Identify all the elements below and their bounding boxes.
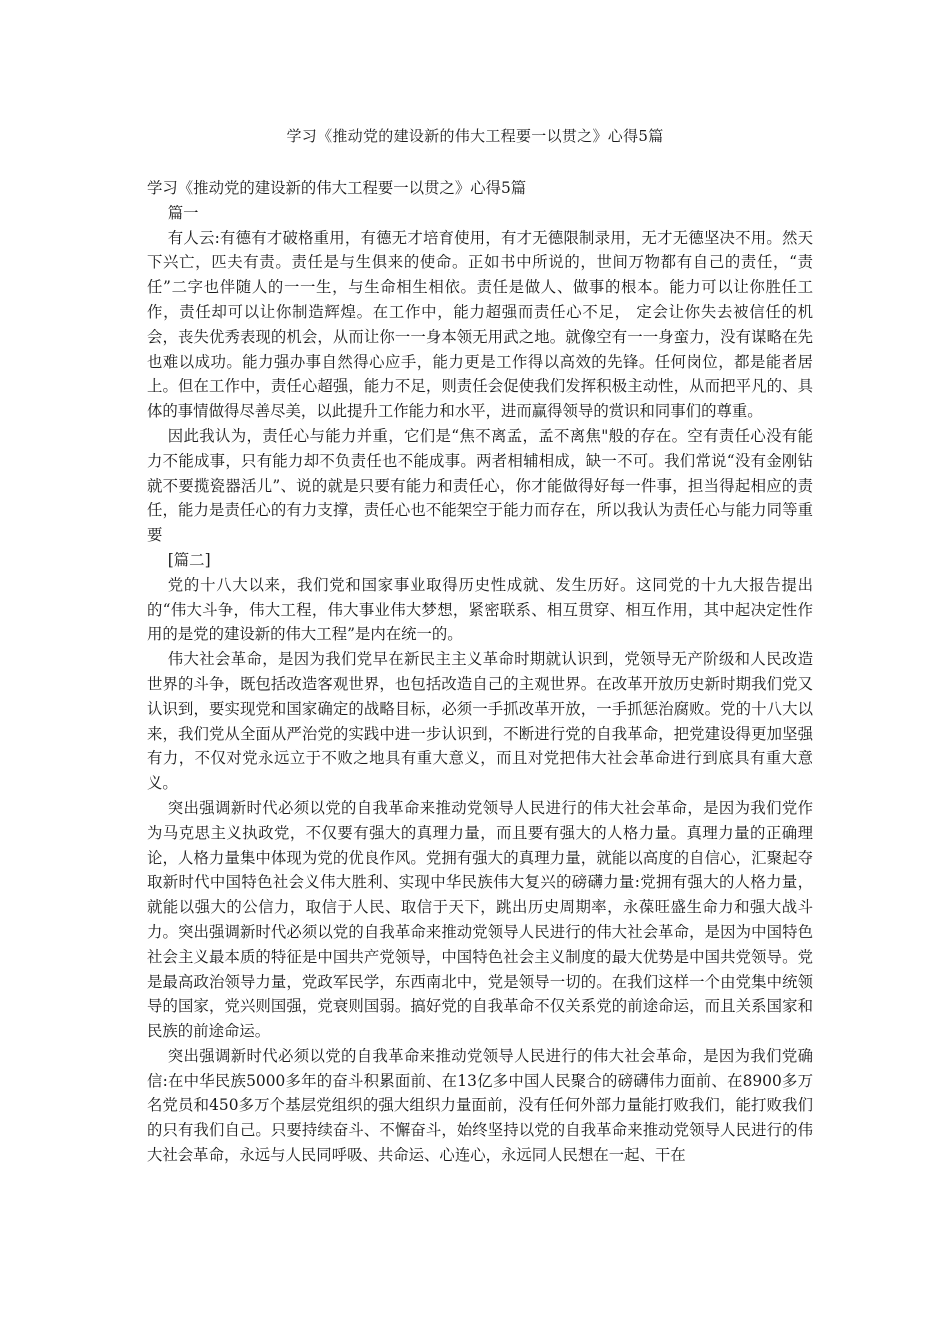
document-body [147,176,813,1168]
section-heading-1: 篇一 [167,203,199,222]
page-header-title: 学习《推动党的建设新的伟大工程要一以贯之》心得5篇 [286,127,664,145]
paragraph: 伟大社会革命，是因为我们党早在新民主主义革命时期就认识到，党领导无产阶级和人民改造世界的斗争，既包括改造客观世界，也包括改造自己的主观世界。在改革开放历史新时期我们党又认识到，要实现党和国家确定的战略目标，必须一手抓改革开放，一手抓惩治腐败。党的十八大以来，我们党从全面从严治党的实践中进一步认识到，不断进行党的自我革命，把党建设得更加坚强有力，不仅对党永远立于不败之地具有重大意义，而且对党把伟大社会革命进行到底具有重大意义。 [147,650,813,793]
paragraph: 突出强调新时代必须以党的自我革命来推动党领导人民进行的伟大社会革命，是因为我们党确信:在中华民族5000多年的奋斗积累面前、在13亿多中国人民聚合的磅礴伟力面前、在8900多万名党员和450多万个基层党组织的强大组织力量面前，没有任何外部力量能打败我们，能打败我们的只有我们自己。只要持续奋斗、不懈奋斗，始终坚持以党的自我革命来推动党领导人民进行的伟大社会革命，永远与人民同呼吸、共命运、心连心，永远同人民想在一起、干在 [147,1046,813,1165]
paragraph: 党的十八大以来，我们党和国家事业取得历史性成就、发生历好。这同党的十九大报告提出的“伟大斗争，伟大工程，伟大事业伟大梦想，紧密联系、相互贯穿、相互作用，其中起决定性作用的是党的建设新的伟大工程”是内在统一的。 [147,575,813,644]
paragraph: 因此我认为，责任心与能力并重，它们是“焦不离孟，孟不离焦"般的存在。空有责任心没有能力不能成事，只有能力却不负责任也不能成事。两者相辅相成，缺一不可。我们常说“没有金刚钻就不要揽瓷器活儿”、说的就是只要有能力和责任心，你才能做得好每一件事，担当得起相应的责任，能力是责任心的有力支撑，责任心也不能架空于能力而存在，所以我认为责任心与能力同等重要 [147,426,813,545]
paragraph: 突出强调新时代必须以党的自我革命来推动党领导人民进行的伟大社会革命，是因为我们党作为马克思主义执政党，不仅要有强大的真理力量，而且要有强大的人格力量。真理力量的正确理论，人格力量集中体现为党的优良作风。党拥有强大的真理力量，就能以高度的自信心，汇聚起夺取新时代中国特色社会义伟大胜利、实现中华民族伟大复兴的磅礴力量:党拥有强大的人格力量，就能以强大的公信力，取信于人民、取信于天下，跳出历史周期率，永葆旺盛生命力和强大战斗力。突出强调新时代必须以党的自我革命来推动党领导人民进行的伟大社会革命，是因为中国特色社会主义最本质的特征是中国共产党领导，中国特色社会主义制度的最大优势是中国共党领导。党是最高政治领导力量，党政军民学，东西南北中，党是领导一切的。在我们这样一个由党集中统领导的国家，党兴则国强，党衰则国弱。搞好党的自我革命不仅关系党的前途命运，而且关系国家和民族的前途命运。 [147,798,813,1041]
section-heading-2: [篇二] [167,550,211,569]
document-title-line: 学习《推动党的建设新的伟大工程要一以贯之》心得5篇 [147,179,527,197]
paragraph: 有人云:有德有才破格重用，有德无才培育使用，有才无德限制录用，无才无德坚决不用。然天下兴亡，匹夫有责。责任是与生俱来的使命。正如书中所说的，世间万物都有自己的责任，“责任”二字也伴随人的一一生，与生命相生相依。责任是做人、做事的根本。能力可以让你胜任工作，责任却可以让你制造辉煌。在工作中，能力超强而责任心不足， 定会让你失去被信任的机会，丧失优秀表现的机会，从而让你一一身本领无用武之地。就像空有一一身蛮力，没有谋略在先也难以成功。能力强办事自然得心应手，能力更是工作得以高效的先锋。任何岗位，都是能者居上。但在工作中，责任心超强，能力不足，则责任会促使我们发挥积极主动性，从而把平凡的、具体的事情做得尽善尽美，以此提升工作能力和水平，进而赢得领导的赏识和同事们的尊重。 [147,228,813,421]
